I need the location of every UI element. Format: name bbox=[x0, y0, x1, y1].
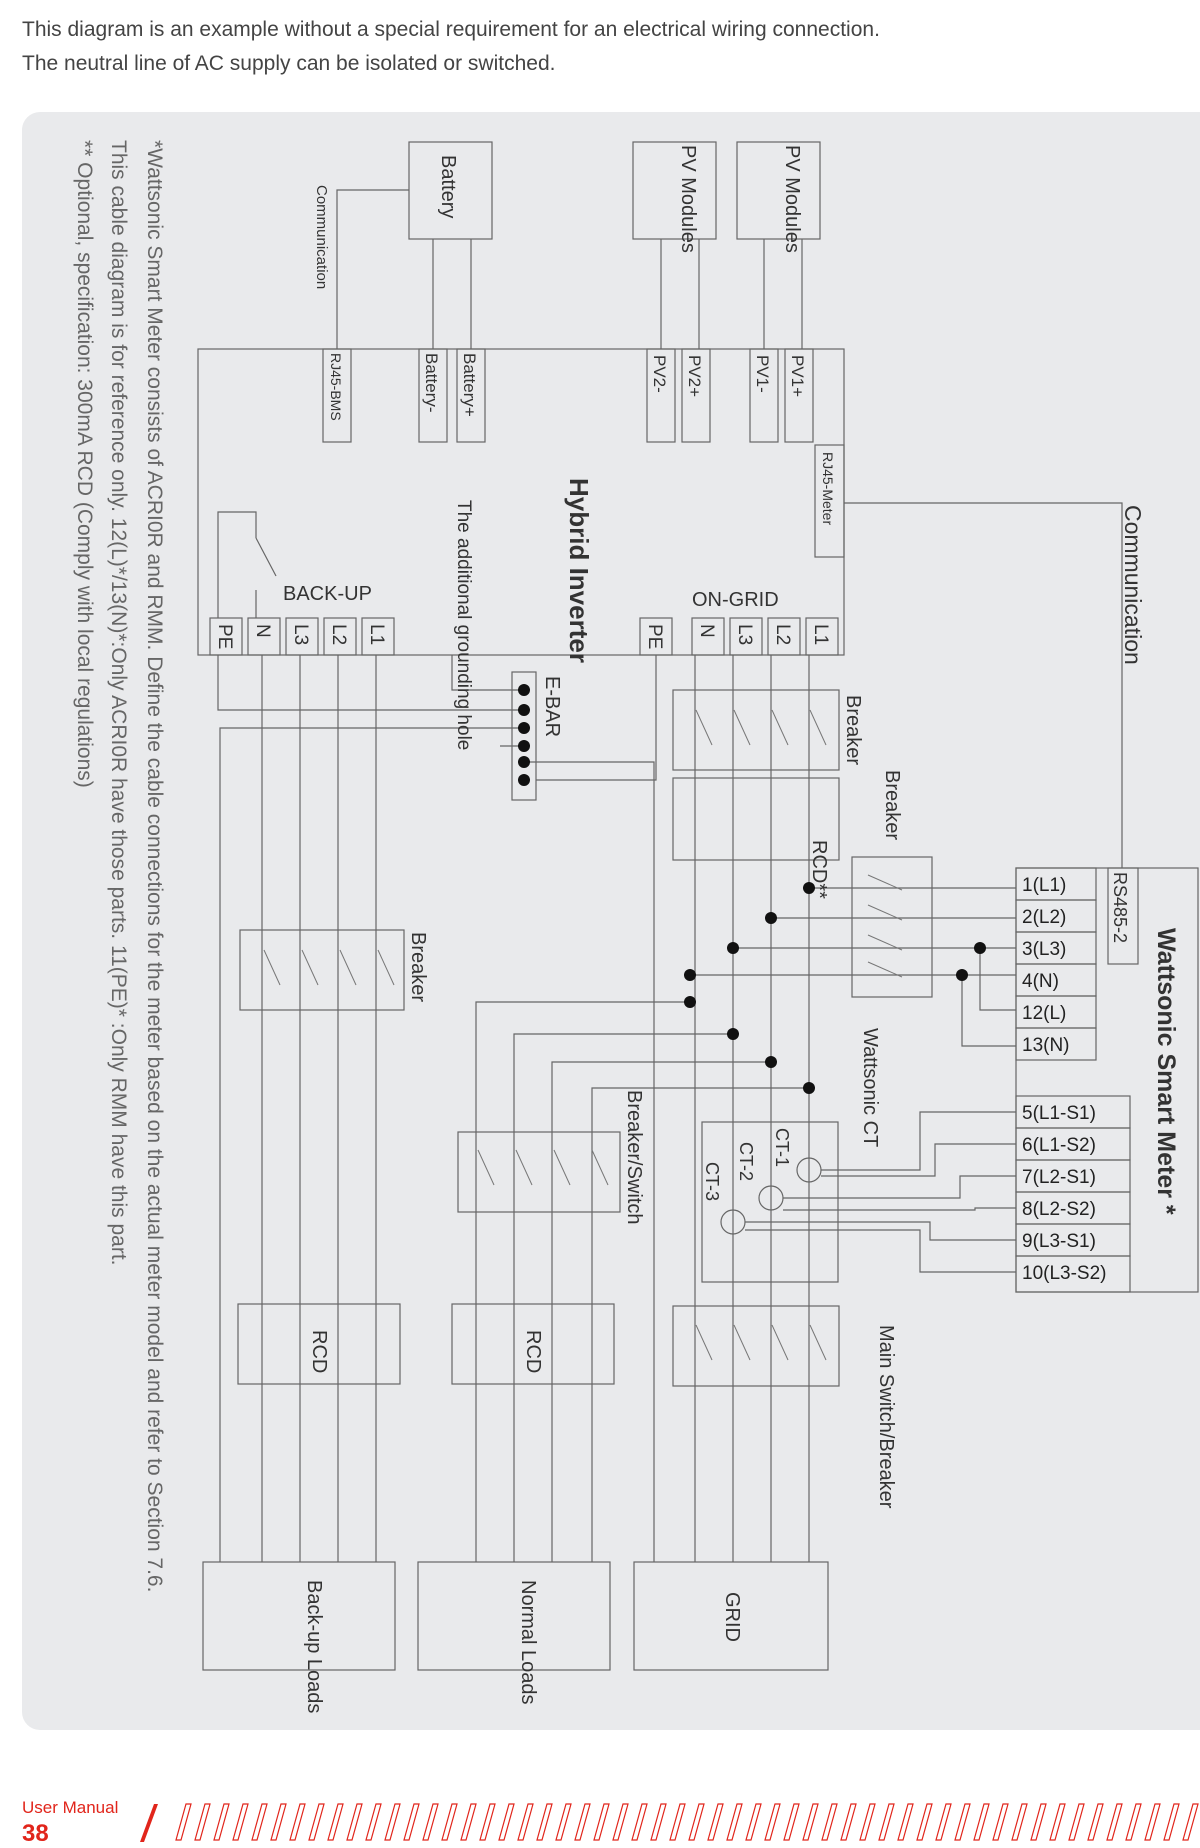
stripe-mark bbox=[385, 1804, 400, 1840]
battery-label: Battery bbox=[437, 155, 459, 219]
stripe-mark bbox=[746, 1804, 761, 1840]
port-meter: RJ45-Meter bbox=[820, 452, 836, 526]
stripe-mark bbox=[1107, 1804, 1122, 1840]
meter-terminal-upper-5: 13(N) bbox=[1022, 1035, 1070, 1056]
normal-loads-box bbox=[418, 1562, 610, 1670]
ct-2-label: CT-2 bbox=[736, 1142, 756, 1182]
stripe-mark bbox=[290, 1804, 305, 1840]
stripe-mark bbox=[1069, 1804, 1084, 1840]
meter-terminal-lower-4: 9(L3-S1) bbox=[1022, 1231, 1096, 1252]
stripe-mark bbox=[480, 1804, 495, 1840]
rcd-backup-label: RCD bbox=[308, 1330, 330, 1374]
meter-terminal-upper-0: 1(L1) bbox=[1022, 875, 1067, 896]
stripe-mark bbox=[898, 1804, 913, 1840]
breaker-backup-box bbox=[240, 930, 404, 1010]
on-grid-terminal-l2: L2 bbox=[772, 624, 793, 646]
back-up-terminal-pe: PE bbox=[214, 624, 235, 650]
stripe-mark bbox=[518, 1804, 533, 1840]
meter-terminal-upper-3: 4(N) bbox=[1022, 971, 1059, 992]
footer-stripe bbox=[140, 1800, 1200, 1842]
breaker-meter-label: Breaker bbox=[881, 770, 903, 841]
stripe-mark bbox=[993, 1804, 1008, 1840]
ct-title: Wattsonic CT bbox=[859, 1028, 881, 1148]
stripe-mark bbox=[594, 1804, 609, 1840]
port-batp: Battery+ bbox=[460, 353, 479, 417]
stripe-mark bbox=[404, 1804, 419, 1840]
note-3: ** Optional, specification: 300mA RCD (Comply with local regulations) bbox=[73, 140, 96, 788]
port-pv1p: PV1+ bbox=[788, 355, 807, 398]
stripe-mark bbox=[879, 1804, 894, 1840]
breaker-grid-box bbox=[673, 690, 839, 770]
backup-loads-label: Back-up Loads bbox=[303, 1580, 325, 1714]
stripe-mark bbox=[651, 1804, 666, 1840]
stripe-mark bbox=[328, 1804, 343, 1840]
stripe-mark bbox=[537, 1804, 552, 1840]
breaker-grid-label: Breaker bbox=[842, 695, 864, 766]
back-up-terminal-l3: L3 bbox=[290, 624, 311, 646]
rs485-label: RS485-2 bbox=[1110, 872, 1130, 944]
stripe-mark bbox=[727, 1804, 742, 1840]
stripe-mark bbox=[556, 1804, 571, 1840]
stripe-mark bbox=[974, 1804, 989, 1840]
stripe-mark bbox=[461, 1804, 476, 1840]
footer-label: User Manual bbox=[22, 1798, 119, 1817]
stripe-mark bbox=[1050, 1804, 1065, 1840]
stripe-mark bbox=[1126, 1804, 1141, 1840]
ct-3-label: CT-3 bbox=[702, 1162, 722, 1202]
back-up-terminal-l2: L2 bbox=[328, 624, 349, 646]
stripe-mark bbox=[233, 1804, 248, 1840]
back-up-label: BACK-UP bbox=[283, 583, 372, 605]
back-up-terminal-n: N bbox=[252, 624, 273, 638]
port-pv1m: PV1- bbox=[753, 355, 772, 393]
stripe-mark bbox=[765, 1804, 780, 1840]
port-batm: Battery- bbox=[422, 353, 441, 413]
pv-modules-2-label: PV Modules bbox=[677, 145, 699, 253]
meter-terminal-lower-0: 5(L1-S1) bbox=[1022, 1103, 1096, 1124]
stripe-mark bbox=[347, 1804, 362, 1840]
main-switch-box bbox=[673, 1306, 839, 1386]
stripe-mark bbox=[955, 1804, 970, 1840]
stripe-mark bbox=[252, 1804, 267, 1840]
back-up-terminal-l1: L1 bbox=[366, 624, 387, 646]
normal-loads-label: Normal Loads bbox=[517, 1580, 539, 1705]
stripe-mark bbox=[632, 1804, 647, 1840]
stripe-mark bbox=[689, 1804, 704, 1840]
stripe-mark bbox=[1012, 1804, 1027, 1840]
stripe-mark bbox=[1183, 1804, 1198, 1840]
on-grid-terminal-l3: L3 bbox=[734, 624, 755, 646]
pv-modules-1-label: PV Modules bbox=[781, 145, 803, 253]
meter-terminal-upper-2: 3(L3) bbox=[1022, 939, 1067, 960]
stripe-mark bbox=[670, 1804, 685, 1840]
meter-terminal-lower-5: 10(L3-S2) bbox=[1022, 1263, 1107, 1284]
breaker-switch-label: Breaker/Switch bbox=[623, 1090, 645, 1225]
port-pv2p: PV2+ bbox=[685, 355, 704, 398]
breaker-meter-box bbox=[852, 857, 932, 997]
port-pv2m: PV2- bbox=[650, 355, 669, 393]
pv-modules-1-box bbox=[737, 142, 820, 239]
stripe-mark bbox=[860, 1804, 875, 1840]
backup-loads-box bbox=[203, 1562, 395, 1670]
stripe-mark bbox=[936, 1804, 951, 1840]
stripe-mark bbox=[195, 1804, 210, 1840]
rcd-normal-label: RCD bbox=[522, 1330, 544, 1374]
intro-line-2: The neutral line of AC supply can be isolated or switched. bbox=[22, 52, 556, 75]
ct-box bbox=[702, 1122, 838, 1282]
stripe-mark bbox=[1164, 1804, 1179, 1840]
stripe-mark bbox=[575, 1804, 590, 1840]
meter-terminal-lower-3: 8(L2-S2) bbox=[1022, 1199, 1096, 1220]
stripe-mark bbox=[1145, 1804, 1160, 1840]
stripe-mark bbox=[917, 1804, 932, 1840]
stripe-mark bbox=[1031, 1804, 1046, 1840]
ct-1-label: CT-1 bbox=[772, 1128, 792, 1168]
meter-terminal-upper-4: 12(L) bbox=[1022, 1003, 1067, 1024]
breaker-switch-box bbox=[458, 1132, 620, 1212]
stripe-accent bbox=[140, 1804, 158, 1842]
ebar-label: E-BAR bbox=[541, 676, 563, 738]
rcd-grid-label: RCD** bbox=[808, 840, 830, 899]
stripe-mark bbox=[442, 1804, 457, 1840]
note-2: This cable diagram is for reference only. 12(L)*/13(N)*:Only ACRI0R have those parts. 11(PE)* :Only RMM have this part. bbox=[107, 140, 130, 1266]
on-grid-label: ON-GRID bbox=[692, 589, 779, 611]
pv-modules-2-box bbox=[633, 142, 716, 239]
breaker-backup-label: Breaker bbox=[407, 932, 429, 1003]
on-grid-terminal-pe: PE bbox=[644, 624, 665, 650]
stripe-mark bbox=[309, 1804, 324, 1840]
main-switch-label: Main Switch/Breaker bbox=[875, 1325, 897, 1509]
note-1: *Wattsonic Smart Meter consists of ACRI0R and RMM. Define the cable connections for the meter based on the actual meter model and refer to Section 7.6. bbox=[143, 140, 166, 1593]
page-number: 38 bbox=[22, 1820, 49, 1847]
stripe-mark bbox=[841, 1804, 856, 1840]
stripe-mark bbox=[423, 1804, 438, 1840]
communication-battery-label: Communication bbox=[313, 185, 330, 290]
meter-terminal-lower-1: 6(L1-S2) bbox=[1022, 1135, 1096, 1156]
stripe-mark bbox=[803, 1804, 818, 1840]
stripe-mark bbox=[613, 1804, 628, 1840]
inverter-title: Hybrid Inverter bbox=[564, 478, 594, 663]
stripe-mark bbox=[214, 1804, 229, 1840]
stripe-mark bbox=[822, 1804, 837, 1840]
grid-label: GRID bbox=[721, 1592, 743, 1642]
on-grid-terminal-l1: L1 bbox=[810, 624, 831, 646]
stripe-mark bbox=[784, 1804, 799, 1840]
meter-terminal-lower-2: 7(L2-S1) bbox=[1022, 1167, 1096, 1188]
on-grid-terminal-n: N bbox=[696, 624, 717, 638]
port-bms: RJ45-BMS bbox=[328, 353, 344, 421]
stripe-mark bbox=[176, 1804, 191, 1840]
meter-title: Wattsonic Smart Meter * bbox=[1152, 928, 1180, 1215]
intro-line-1: This diagram is an example without a special requirement for an electrical wiring connection. bbox=[22, 18, 880, 41]
stripe-mark bbox=[271, 1804, 286, 1840]
communication-meter-label: Communication bbox=[1120, 505, 1146, 665]
stripe-mark bbox=[366, 1804, 381, 1840]
grounding-hole-label: The additional grounding hole bbox=[453, 500, 474, 751]
stripe-mark bbox=[708, 1804, 723, 1840]
stripe-mark bbox=[499, 1804, 514, 1840]
stripe-mark bbox=[1088, 1804, 1103, 1840]
meter-terminal-upper-1: 2(L2) bbox=[1022, 907, 1067, 928]
